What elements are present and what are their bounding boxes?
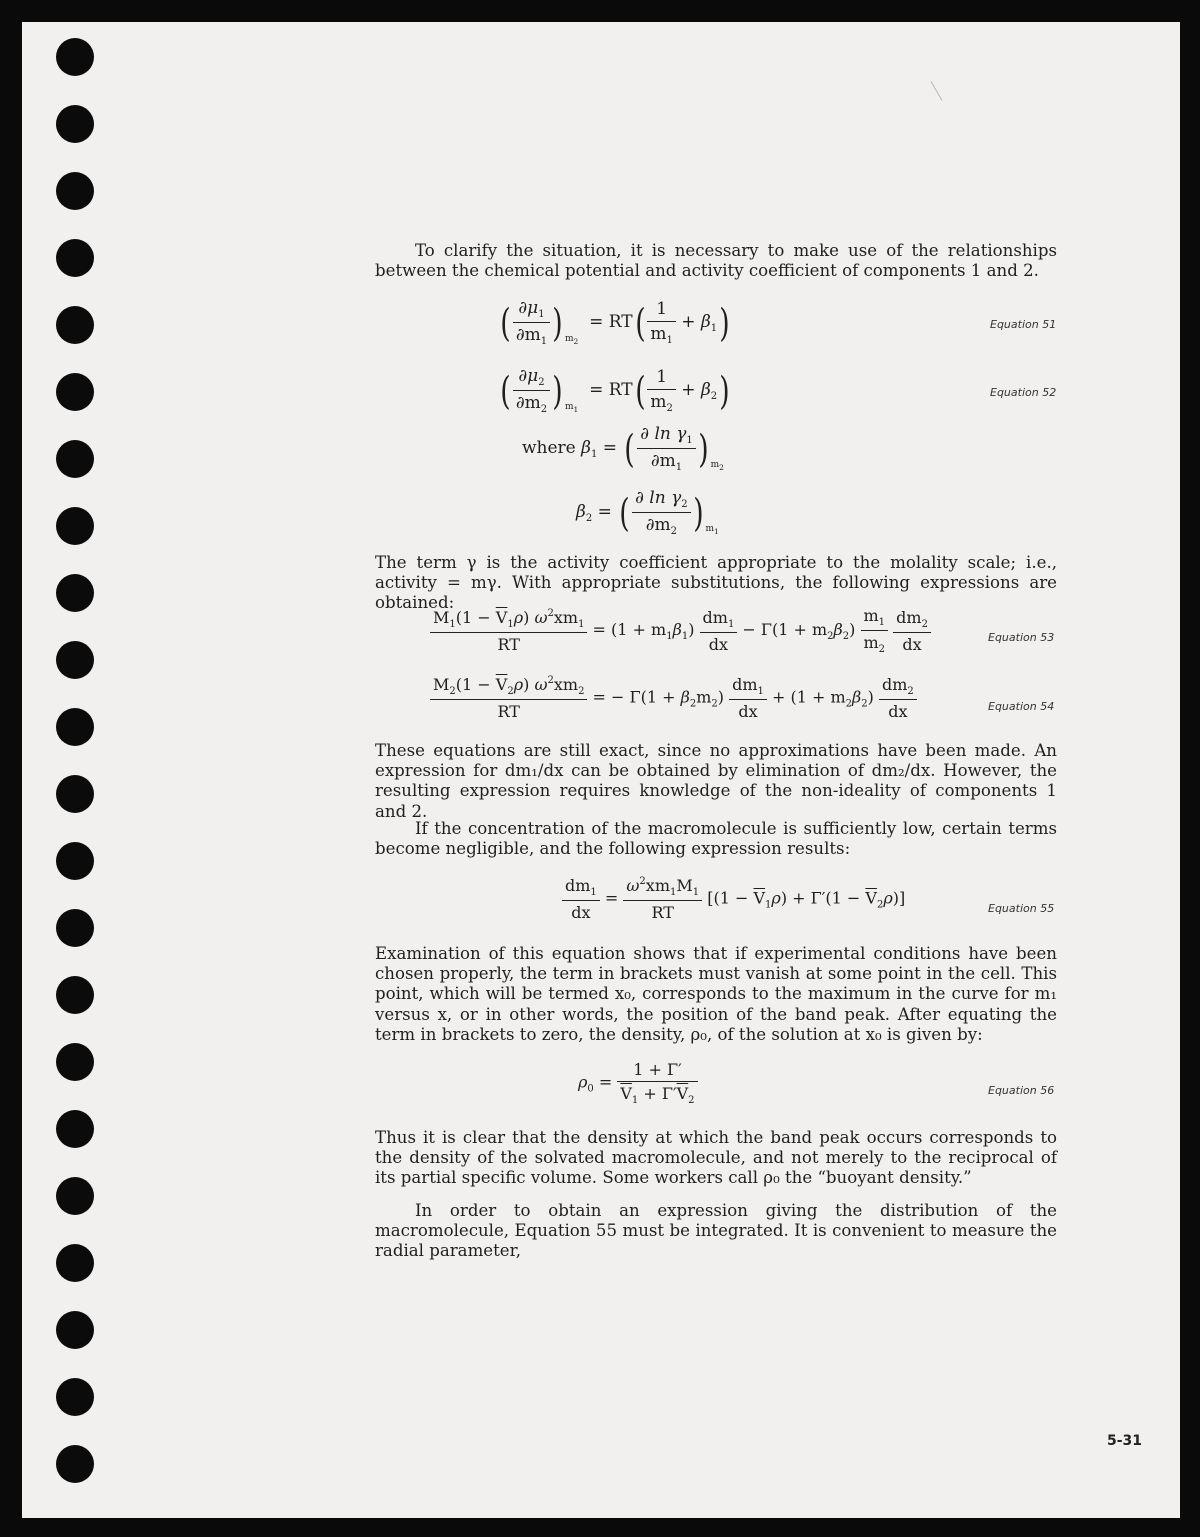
paragraph-activity: The term γ is the activity coefficient appropriate to the molality scale; i.e., activity = mγ. With appropriate substitutions, the following expressions are obtained:	[375, 553, 1057, 613]
equation-52-label: Equation 52	[990, 386, 1057, 399]
equation-54: $\frac{M_2(1 - \overline{V}_2\rho) \omega^2xm_2}{RT}$ = − $\Gamma(1 + \beta_2m_2)$ $\frac{dm_1}{dx}$ + $(1 + m_2\beta_2)$ $\frac{dm_2}{dx}$	[430, 675, 917, 721]
paragraph-concentration: If the concentration of the macromolecule is sufficiently low, certain terms become negligible, and the following expression results:	[375, 819, 1057, 859]
binder-hole	[56, 507, 94, 545]
equation-56: $\rho_0$ = $\frac{1 + \Gamma'}{\overline{V}_1 + \Gamma'\overline{V}_2}$	[578, 1060, 698, 1106]
binder-hole	[56, 574, 94, 612]
binder-hole	[56, 909, 94, 947]
binder-hole	[56, 1445, 94, 1483]
page-number: 5-31	[1107, 1433, 1143, 1449]
binder-hole	[56, 1311, 94, 1349]
binder-hole	[56, 239, 94, 277]
binder-hole	[56, 775, 94, 813]
binder-hole	[56, 1043, 94, 1081]
binder-hole	[56, 641, 94, 679]
binder-hole	[56, 38, 94, 76]
binder-hole	[56, 1177, 94, 1215]
binder-hole	[56, 842, 94, 880]
binder-hole	[56, 976, 94, 1014]
binder-hole	[56, 1110, 94, 1148]
binder-hole	[56, 1378, 94, 1416]
equation-52: ( $\frac{\partial\mu_2}{\partial m_2}$ ) $_{m_1}$ = RT( $\frac{1}{m_2}$ + $\beta_2$)	[500, 366, 730, 415]
equation-56-label: Equation 56	[988, 1084, 1055, 1097]
equation-beta2: $\beta_2$ = ( $\frac{\partial \ln \gamma_2}{\partial m_2}$ ) $_{m_1}$	[576, 488, 719, 537]
binder-hole	[56, 1244, 94, 1282]
equation-55-label: Equation 55	[988, 902, 1055, 915]
paragraph-intro: To clarify the situation, it is necessary to make use of the relationships between the chemical potential and activity coefficient of components 1 and 2.	[375, 241, 1057, 281]
paragraph-exact: These equations are still exact, since no approximations have been made. An expression for dm₁/dx can be obtained by elimination of dm₂/dx. However, the resulting expression requires knowledge of the non-ideality of components 1 and 2.	[375, 741, 1057, 821]
paragraph-buoyant: Thus it is clear that the density at which the band peak occurs corresponds to the density of the solvated macromolecule, and not merely to the reciprocal of its partial specific volume. Some workers call ρ₀ the “buoyant density.”	[375, 1128, 1057, 1188]
equation-53-label: Equation 53	[988, 631, 1055, 644]
equation-53: $\frac{M_1(1 - \overline{V}_1\rho) \omega^2xm_1}{RT}$ = $(1 + m_1\beta_1)$ $\frac{dm_1}{dx}$ − $\Gamma(1 + m_2\beta_2)$ $\frac{m_1}{m_2}$ $\frac{dm_2}{dx}$	[430, 606, 931, 655]
binder-hole	[56, 708, 94, 746]
paragraph-examination: Examination of this equation shows that if experimental conditions have been chosen properly, the term in brackets must vanish at some point in the cell. This point, which will be termed x₀, corresponds to the maximum in the curve for m₁ versus x, or in other words, the position of the band peak. After equating the term in brackets to zero, the density, ρ₀, of the solution at x₀ is given by:	[375, 944, 1057, 1044]
binder-hole	[56, 373, 94, 411]
equation-54-label: Equation 54	[988, 700, 1055, 713]
binder-hole	[56, 105, 94, 143]
equation-beta1: where $\beta_1$ = ( $\frac{\partial \ln \gamma_1}{\partial m_1}$ ) $_{m_2}$	[522, 424, 724, 473]
binder-hole	[56, 306, 94, 344]
equation-55: $\frac{dm_1}{dx}$ = $\frac{\omega^2xm_1M_1}{RT}$ $[(1 - \overline{V}_1\rho) + \Gamma'(1 - \overline{V}_2\rho)]$	[562, 876, 905, 922]
equation-51: ( $\frac{\partial\mu_1}{\partial m_1}$ ) $_{m_2}$ = RT( $\frac{1}{m_1}$ + $\beta_1$)	[500, 298, 730, 347]
paragraph-integration: In order to obtain an expression giving the distribution of the macromolecule, Equation 55 must be integrated. It is convenient to measure the radial parameter,	[375, 1201, 1057, 1261]
binder-hole	[56, 440, 94, 478]
binder-hole	[56, 172, 94, 210]
equation-51-label: Equation 51	[990, 318, 1057, 331]
